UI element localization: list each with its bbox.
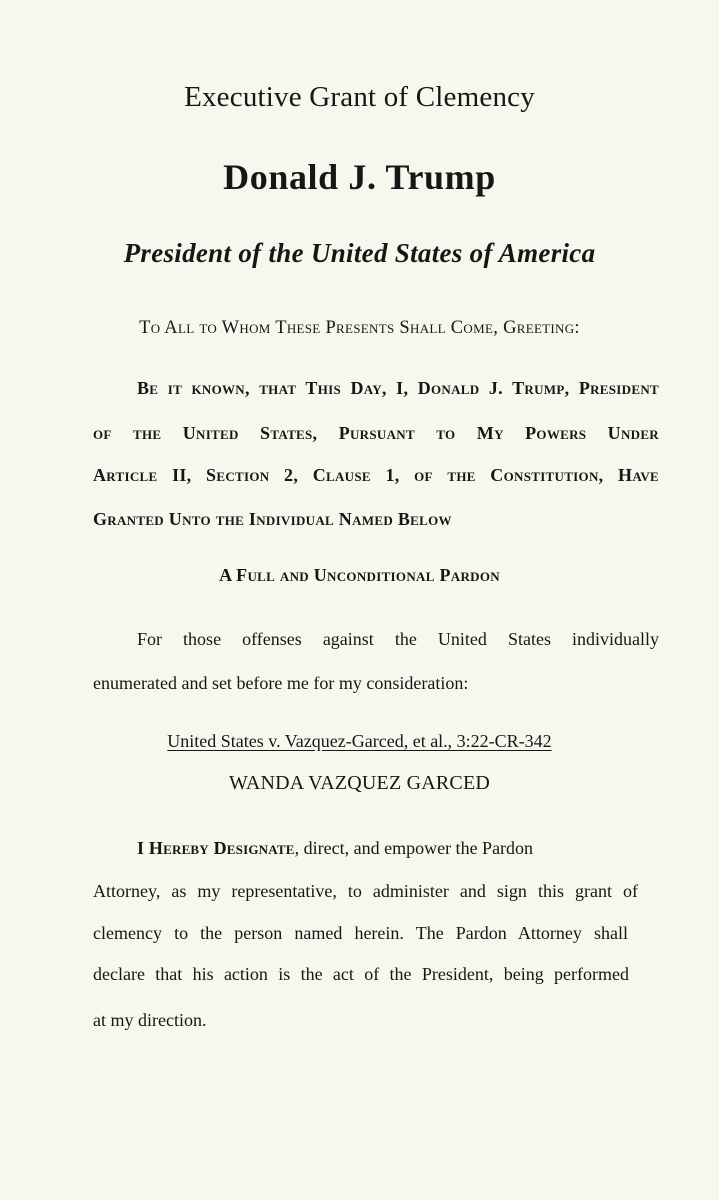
- case-caption: United States v. Vazquez-Garced, et al., 3:22-CR-342: [167, 731, 552, 751]
- greeting-line: To All to Whom These Presents Shall Come, Greeting:: [139, 318, 580, 338]
- designation-line-2: Attorney, as my representative, to administer and sign this grant of: [93, 881, 638, 901]
- proclamation-line-4: Granted Unto the Individual Named Below: [93, 509, 452, 529]
- proclamation-line-3: Article II, Section 2, Clause 1, of the Constitution, Have: [93, 465, 659, 485]
- designation-line-1: [137, 838, 627, 859]
- president-name: Donald J. Trump: [223, 157, 496, 197]
- offenses-line-1: For those offenses against the United States individually: [137, 629, 659, 649]
- designation-line-1-rest: , direct, and empower the Pardon: [294, 838, 534, 858]
- proclamation-line-2: of the United States, Pursuant to My Powers Under: [93, 423, 659, 443]
- proclamation-line-1: Be it known, that This Day, I, Donald J. Trump, President: [137, 378, 659, 398]
- offenses-line-2: enumerated and set before me for my consideration:: [93, 673, 469, 693]
- president-office: President of the United States of America: [123, 238, 596, 268]
- designation-line-5: at my direction.: [93, 1010, 207, 1030]
- defendant-name: WANDA VAZQUEZ GARCED: [228, 772, 491, 794]
- designation-line-4: declare that his action is the act of the President, being performed: [93, 964, 629, 984]
- designation-lead: I Hereby Designate: [137, 838, 295, 858]
- designation-line-3: clemency to the person named herein. The Pardon Attorney shall: [93, 923, 628, 943]
- pardon-type-heading: A Full and Unconditional Pardon: [219, 565, 500, 585]
- document-title: Executive Grant of Clemency: [184, 81, 535, 113]
